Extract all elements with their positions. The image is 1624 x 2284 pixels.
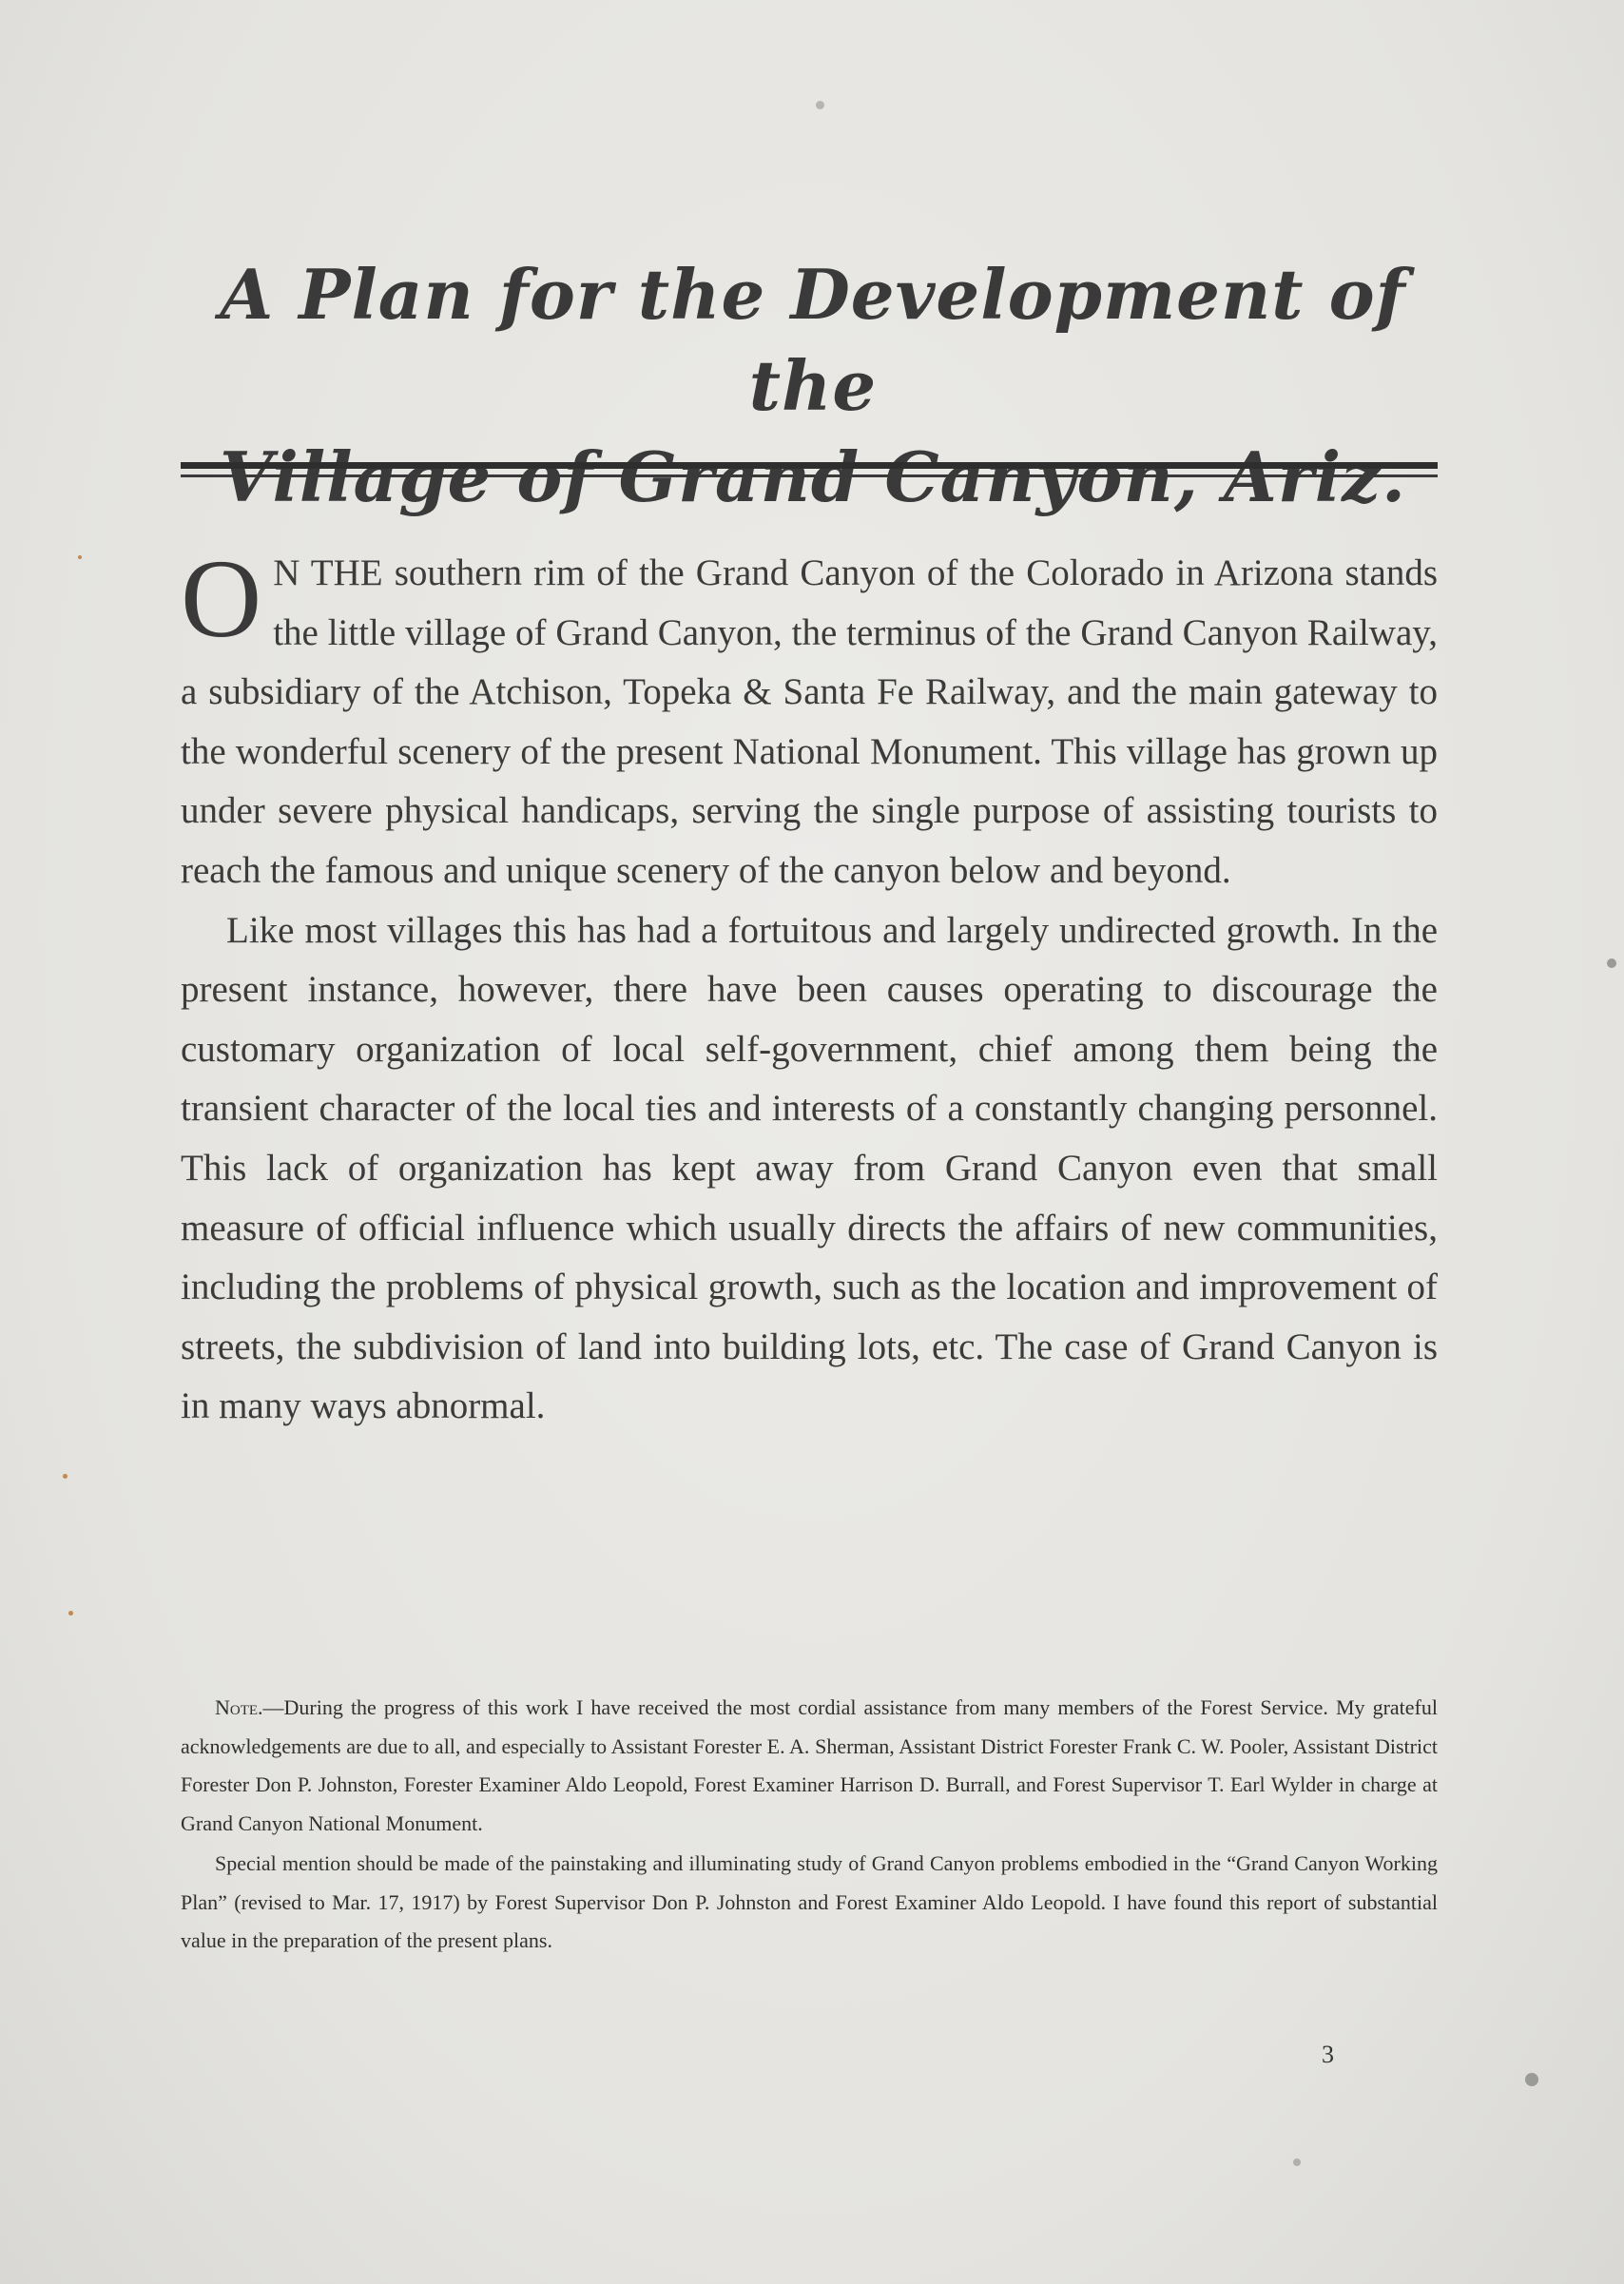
paper-speck — [78, 555, 82, 559]
paragraph-1 — [181, 536, 1438, 901]
paper-speck — [63, 1474, 68, 1479]
paper-speck — [1293, 2158, 1301, 2166]
document-title — [181, 249, 1445, 523]
footnote-paragraph-1 — [181, 1689, 1438, 1843]
paper-speck — [1607, 958, 1616, 968]
paper-speck — [816, 101, 824, 109]
note-label: Note. — [215, 1695, 263, 1719]
paragraph-2: Like most villages this has had a fortuitous and largely undirected growth. In the present instance, however, there have been causes operating to discourage the customary organization of local self-government, chief among them being the transient character of the local ties and interests of a constantly changing personnel. This lack of organization has kept away from Grand Canyon even that small measure of official influence which usually directs the affairs of new communities, including the problems of physical growth, such as the location and improvement of streets, the subdivision of land into building lots, etc. The case of Grand Canyon is in many ways abnormal. — [181, 909, 1438, 1427]
paragraph-1-text: N THE southern rim of the Grand Canyon of the Colorado in Arizona stands the little village of Grand Canyon, the terminus of the Grand Canyon Railway, a subsidiary of the Atchison, Topeka & Santa Fe Railway, and the main gateway to the wonderful scenery of the present National Monument. This village has grown up under severe physical handicaps, serving the single purpose of assisting tourists to reach the famous and unique scenery of the canyon below and beyond. — [181, 552, 1438, 891]
footnote-text-1: —During the progress of this work I have received the most cordial assistance from many members of the Forest Service. My grateful acknowledgements are due to all, and especially to Assistant Forester E. A. Sherman, Assistant District Forester Frank C. W. Pooler, Assistant District Forester Don P. Johnston, Forester Examiner Aldo Leopold, Forest Examiner Harrison D. Burrall, and Forest Supervisor T. Earl Wylder in charge at Grand Canyon National Monument. — [181, 1695, 1438, 1835]
title-rule-thin — [181, 474, 1438, 477]
body-text — [181, 536, 1438, 1437]
paper-speck — [68, 1611, 73, 1616]
title-line-1: A Plan for the Development of the — [220, 254, 1406, 426]
paper-speck — [1525, 2073, 1538, 2086]
footnote-paragraph-2: Special mention should be made of the painstaking and illuminating study of Grand Canyon problems embodied in the “Grand Canyon Working Plan” (revised to Mar. 17, 1917) by Forest Supervisor Don P. Johnston and Forest Examiner Aldo Leopold. I have found this report of substantial value in the preparation of the present plans. — [181, 1851, 1438, 1952]
page-number: 3 — [1322, 2041, 1334, 2068]
drop-cap: O — [181, 536, 262, 661]
footnote — [181, 1689, 1438, 1961]
title-rule-thick — [181, 462, 1438, 469]
